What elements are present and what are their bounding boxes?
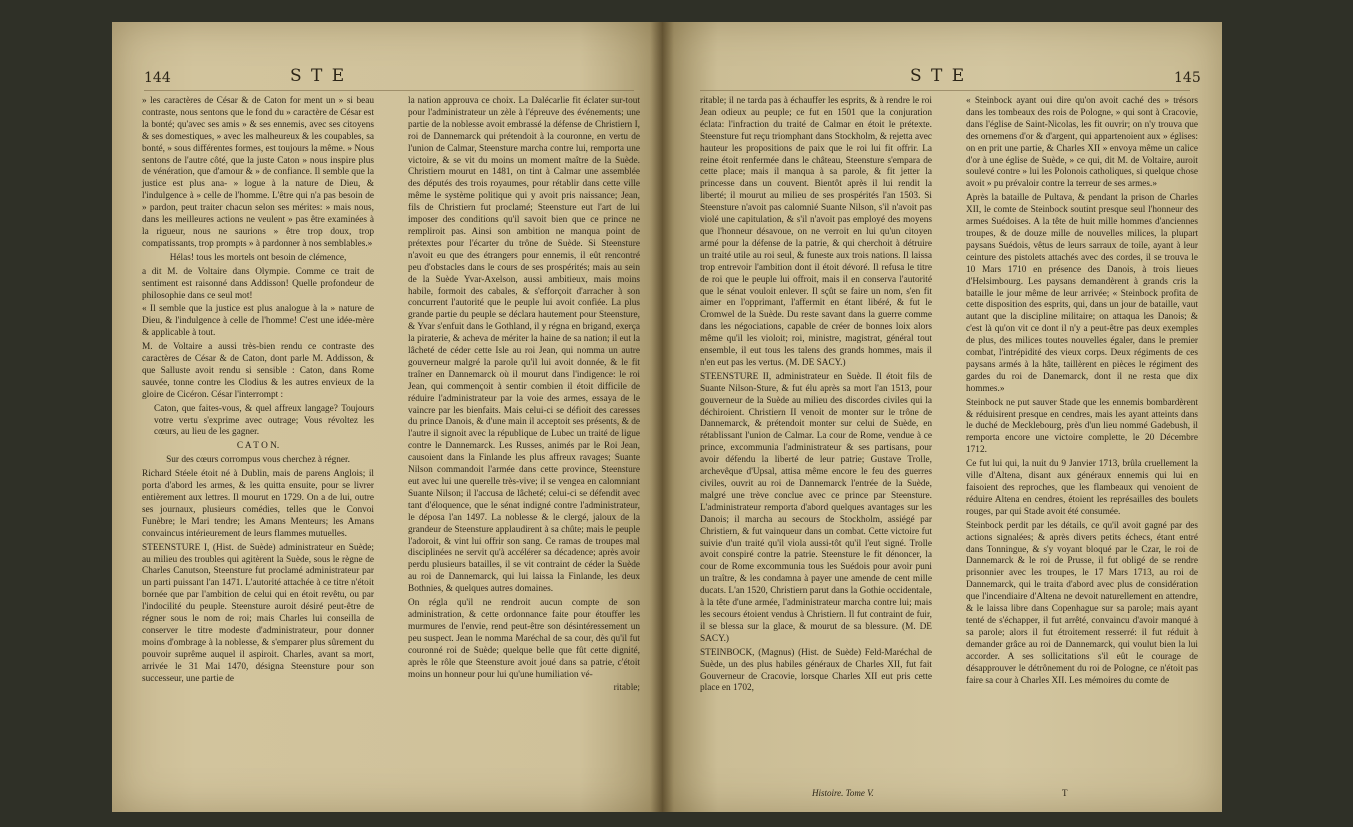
signature-line: Histoire. Tome V. [812,788,874,798]
left-column-2 [408,96,640,697]
paragraph: ritable; il ne tarda pas à échauffer les esprits, & à rendre le roi Jean odieux au peuple; ce fut en 1501 que la conjuration éclata: l'infraction du traité de Calmar en étoit le prétexte. Steensture fut reçu triomphant dans Stockholm, & rejetta avec hauteur les propositions de paix que le roi lui fit offrir. La reine étoit renfermée dans le château, Steensture s'empara de cette place; mais il manqua à sa parole, & fit jetter la princesse dans un couvent. Bientôt après il lui rendit la liberté; il mourut au milieu de ses prospérités l'an 1503. Si Steensture n'avoit pas calomnié Suante Nilson, s'il n'avoit pas violé une capitulation, & s'il n'avoit pas employé des moyens que l'honneur désavoue, on ne verroit en lui qu'un citoyen armé pour la défense de la patrie, & qui cherchoit à détruire un traité utile au roi seul, & funeste aux trois nations. Il laissa trop entrevoir l'ambition dont il étoit dévoré. Il refusa le titre de roi que le peuple lui offroit, mais il en conserva l'autorité que le sénat vouloit enlever. Il sçût se faire un nom, s'en fit aimer en l'opprimant, l'affermit en étant libéré, & fut le Cromwel de la Suède. Du reste savant dans la guerre comme dans les négociations, capable de créer de bonnes loix alors même qu'il les violoit; roi, ministre, magistrat, général tout ensemble, il eut tous les talens des grands hommes, mais il n'en eut pas les vertus. (M. DE SACY.) [700,96,932,368]
paragraph: Richard Stéele étoit né à Dublin, mais de parens Anglois; il porta d'abord les armes, & les quitta ensuite, pour se livrer entièrement aux lettres. Il mourut en 1729. On a de lui, outre ses journaux, plusieurs comédies, telles que le Convoi Funèbre; le Mari tendre; les Amans Menteurs; les Amans convaincus intérieurement de leurs flammes mutuelles. [142,469,374,539]
paragraph: la nation approuva ce choix. La Dalécarlie fit éclater sur-tout pour l'administrateur un zèle à l'épreuve des événements; une partie de la noblesse avoit embrassé la défense de Christiern I, roi de Dannemarck qui prétendoit à la couronne, en vertu de l'union de Calmar, Steensture marcha contre lui, remporta une victoire, & se vit du moins un moment maître de la Suède. Christiern mourut en 1481, on tint à Calmar une assemblée des députés des trois royaumes, pour rétablir dans cette ville même le système politique qui y avoit pris naissance; Jean, fils de Christiern fut proclamé; Steensture eut l'art de lui imposer des conditions qu'il savoit bien que ce prince ne rempliroit pas. Ainsi son ambition ne manqua point de prétextes pour l'écarter du trône de Suède. Si Steensture n'avoit eu que des étrangers pour ennemis, il eût rencontré peu d'obstacles dans le cours de ses prospérités; mais au sein de la Suède Yvar-Axelson, aussi ambitieux, mais moins habile, formoit des cabales, & s'efforçoit d'arracher à son concurrent l'autorité que le peuple lui avoit confiée. La plus grande partie du peuple se déclara hautement pour Steensture, & Yvar s'enfuit dans le Gothland, il y régna en brigand, exerça la piraterie, & acheva de mériter la haine de sa nation; il eut la lâcheté de céder cette Isle au roi Jean, qui nomma un autre gouverneur malgré la parole qu'il lui avoit donnée, & le fit traîner en Dannemarck où il mourut dans l'indigence: le roi Jean, qui commençoit à sentir combien il étoit difficile de réduire l'administrateur par la voie des armes, essaya de le vaincre par les bienfaits. Mais celui-ci se défioit des caresses du prince Danois, & d'une main il acceptoit ses présents, & de l'autre il signoit avec la république de Lubec un traité de ligue contre le Dannemarck. Les Russes, animés par le Roi Jean, causoient dans la Finlande les plus affreux ravages; Suante Nilson commandoit l'armée dans cette province, Steensture eut avec lui une querelle très-vive; il se vengea en calomniant Suante Nilson; il l'accusa de lâcheté; celui-ci se défendit avec tant d'éloquence, que le sénat indigné contre l'administrateur, le déposa l'an 1497. La noblesse & le clergé, jaloux de la grandeur de Steensture applaudirent à sa chûte; mais le peuple l'adoroit, & vint lui offrir son sang. Ce ramas de troupes mal disciplinées ne servit qu'à accélérer sa décadence; après avoir perdu plusieurs batailles, il se vit contraint de céder la Suède au roi de Dannemarck, qui lui laissa la Finlande, les deux Bothnies, & quelques autres domaines. [408,96,640,595]
paragraph: Après la bataille de Pultava, & pendant la prison de Charles XII, le comte de Steinbock soutint presque seul l'honneur des armes Suédoises. A la tête de huit mille hommes d'anciennes troupes, & de douze mille de nouvelles milices, la plupart paysans Suédois, vêtus de leurs sarraux de toile, ayant à leur ceinture des pistolets attachés avec des cordes, il se trouva le 10 Mars 1710 en présence des Danois, à trois lieues d'Helsimbourg. Les paysans demandèrent à grands cris la bataille le jour même de leur arrivée; « Steinbock profita de cette disposition des esprits, qui, dans un jour de bataille, vaut autant que la discipline militaire; on attaqua les Danois; & c'est là qu'on vit ce dont il n'y a peut-être pas deux exemples de plus, des milices toutes nouvelles égaler, dans le premier combat, l'intrépidité des vieux corps. Deux régiments de ces paysans armés à la hâte, taillèrent en pièces le régiment des gardes du roi de Danemarck, dont il ne resta que dix hommes.» [966,193,1198,394]
entry-steensture-1: STEENSTURE I, (Hist. de Suède) administrateur en Suède; au milieu des troubles qui agitèrent la Suède, sous le règne de Charles Canutson, Steensture fut proclamé administrateur par un parti puissant l'an 1471. L'autorité attachée à ce titre n'étoit bornée que par l'ambition de celui qui en étoit revêtu, ou par l'indocilité du peuple. Steensture auroit désiré peut-être de régner sous le nom de roi; mais Charles lui conseilla de conserver le titre modeste d'administrateur, pour donner moins d'ombrage à la noblesse, & s'emparer plus sûrement du pouvoir suprême auquel il aspiroit. Charles, avant sa mort, arrivée le 31 Mai 1470, désigna Steensture pour son successeur, une partie de [142,542,374,684]
right-column-2 [966,96,1198,689]
right-running-header: S T E [910,66,967,86]
left-column-1 [142,96,374,688]
paragraph: Steinbock ne put sauver Stade que les ennemis bombardèrent & réduisirent presque en cendres, mais les ayant atteints dans le duché de Mecklebourg, près d'un lieu nommé Gadebush, il remporta encore une victoire complette, le 20 Décembre 1712. [966,397,1198,456]
left-page [112,22,662,812]
right-page [662,22,1222,812]
paragraph: On régla qu'il ne rendroit aucun compte de son administration, & cette ordonnance faite pour étouffer les murmures de l'envie, rend peut-être son désintéressement un peu suspect. Jean le nomma Maréchal de sa cour, dès qu'il fut couronné roi de Suède; quelque belle que fût cette dignité, après le rôle que Steensture avoit joué dans sa patrie, c'étoit moins un honneur pour lui qu'une humiliation vé- [408,598,640,680]
left-page-number: 144 [144,70,171,86]
catchword: ritable; [613,683,640,694]
paragraph: « Steinbock ayant oui dire qu'on avoit caché des » trésors dans les tombeaux des rois de Pologne, » qui sont à Cracovie, dans l'église de Saint-Nicolas, les fit ouvrir; on n'y trouva que des ornemens d'or & d'argent, qui appartenoient aux » églises: on en prit une partie, & Charles XII » envoya même un calice d'or à une église de Suède, » ce qui, dit M. de Voltaire, auroit soulevé contre » lui les Polonois catholiques, si quelque chose avoit » pu prévaloir contre la terreur de ses armes.» [966,96,1198,190]
speaker-name: C A T O N. [236,441,280,452]
left-header-rule [144,90,634,91]
verse-line: Sur des cœurs corrompus vous cherchez à régner. [166,455,350,466]
left-running-header: S T E [290,66,347,86]
right-header-rule [700,90,1190,91]
paragraph: M. de Voltaire a aussi très-bien rendu ce contraste des caractères de César & de Caton, dont parle M. Addisson, & que Salluste avoit rendu si sensible : Caton, dans Rome sauvée, tonne contre les Clodius & les autres envieux de la gloire de Cicéron. César l'interrompt : [142,342,374,400]
paragraph: a dit M. de Voltaire dans Olympie. Comme ce trait de sentiment est raisonné dans Addisson! Quelle profondeur de philosophie dans ce seul mot! [142,266,374,301]
entry-steinbock: STEINBOCK, (Magnus) (Hist. de Suède) Feld-Maréchal de Suède, un des plus habiles généraux de Charles XII, fut fait Gouverneur de Cracovie, lorsque Charles XII eut pris cette place en 1702, [700,647,932,694]
paragraph: « Il semble que la justice est plus analogue à la » nature de Dieu, & l'indulgence à celle de l'homme! C'est une idée-mère & applicable à tout. [142,304,374,339]
book-gutter [650,22,674,812]
right-column-1 [700,96,932,697]
entry-steensture-2: STEENSTURE II, administrateur en Suède. Il étoit fils de Suante Nilson-Sture, & fut élu après sa mort l'an 1513, pour gouverneur de la Suède au milieu des discordes civiles qui la déchiroient. Christiern II venoit de monter sur le trône de Dannemarck, & prétendoit monter sur celui de Suède, en rétablissant l'union de Calmar. La cour de Rome, vendue à ce prince, excommunia l'administrateur & ses partisans, pour avoir défendu la liberté de leur patrie; Gustave Trolle, archevêque d'Upsal, attisa même encore le feu des guerres civiles, ouvrit au roi de Dannemarck l'entrée de la Suède, malgré une trève conclue avec ce prince par Steensture. L'administrateur remporta d'abord quelques avantages sur les Danois; il marcha au secours de Stockholm, assiégé par Christiern, & fut vainqueur dans un combat. Cette victoire fut suivie d'un traité qu'il viola aussi-tôt qu'il l'eut signé. Trolle avoit conspiré contre la patrie. Steensture le fit dénoncer, la cour de Rome excommunia tous les Suédois pour avoir puni un traître, & les condamna à payer une amende de cent mille ducats. L'an 1520, Christiern parut dans la Gothie occidentale, à la tête d'une armée, l'administrateur marcha contre lui; mais les secours étoient vendus à Christiern. Il fut contraint de fuir, il se blessa sur la glace, & mourut de sa blessure. (M. DE SACY.) [700,371,932,644]
right-page-number: 145 [1174,70,1201,86]
verse-line: Hélas! tous les mortels ont besoin de clémence, [169,252,347,263]
paragraph: » les caractères de César & de Caton for ment un » si beau contraste, nous sentons que le fond du » caractère de César est la bonté; qu'avec ses amis » & ses ennemis, avec ses citoyens & ses domestiques, » avec les malheureux & les coupables, sa bonté, » sous différentes formes, est toujours la même. » Nous sentons de l'autre côté, que la juste Caton » nous inspire plus de vénération, que d'amour & » de confiance. Il semble que la justice est plus ana- » logue à la nature de Dieu, & l'indulgence à » celle de l'homme. L'être qui n'a pas besoin de » pardon, peut traiter chacun selon ses mérites: » mais nous, dans les meilleures actions ne veulent » pas être examinées à la rigueur, nous ne saurions » être trop doux, trop compatissants, trop prompts » à pardonner à nos semblables.» [142,96,374,249]
signature-mark: T [1062,788,1068,798]
paragraph: Steinbock perdit par les détails, ce qu'il avoit gagné par des actions signalées; & après divers petits échecs, étant entré dans Tonningue, & s'y voyant bloqué par le Czar, le roi de Dannemarck & le roi de Prusse, il fut obligé de se rendre prisonnier avec les troupes, le 17 Mars 1713, au roi de Dannemarck, qui le traita d'abord avec plus de considération que l'incendiaire d'Altena ne devoit naturellement en attendre, & le laissa libre dans Copenhague sur sa parole; mais ayant tenté de s'échapper, il fut arrêté, convaincu d'avoir manqué à sa parole; alors il fut étroitement resserré: il fut réduit à demander grâce au roi de Dannemarck, qui voulut bien la lui accorder. A ses sollicitations s'il eût le courage de désapprouver le détrônement du roi de Pologne, ce n'étoit pas faire sa cour à Charles XII. Les mémoires du comte de [966,520,1198,686]
verse-block: Caton, que faites-vous, & quel affreux langage? Toujours votre vertu s'exprime avec outrage; Vous révoltez les cœurs, au lieu de les gagner. [154,403,374,438]
paragraph: Ce fut lui qui, la nuit du 9 Janvier 1713, brûla cruellement la ville d'Altena, disant aux généraux ennemis qui lui en faisoient des reproches, que les flambeaux qui venoient de réduire Altena en cendres, étoient les représailles des boulets rouges, par qui Stade avoit été consumée. [966,459,1198,517]
